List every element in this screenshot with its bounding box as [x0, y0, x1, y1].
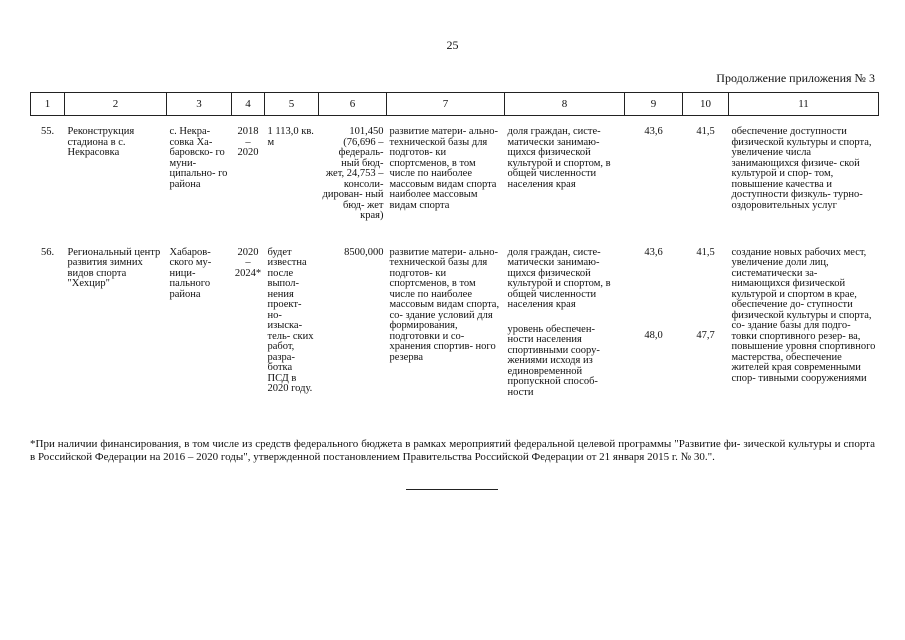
- column-header: 11: [729, 93, 879, 116]
- column-header: 6: [319, 93, 387, 116]
- location: с. Некра- совка Ха- баровско- го муни- ципально- го района: [169, 126, 228, 190]
- expected-result: создание новых рабочих мест, увеличение доли лиц, систематически за- нимающихся физической культурой и спортом в крае, обеспечение до- ступности физической культуры и спорта, со- здание базы для подго- товки спортивного резер- ва, повышение уровня спортивного мастерства, обеспечение жителей края современными спор- тивными сооружениями: [731, 246, 876, 384]
- indicator-b: уровень обеспечен- ности населения спортивными соору- жениями исходя из единовременной пропускной способ- ности: [507, 323, 600, 398]
- indicator-value-a: 43,6 48,0: [644, 246, 663, 341]
- column-header: 5: [265, 93, 319, 116]
- appendix-table: [30, 92, 879, 398]
- indicator: доля граждан, систе- матически занимаю- щихся физической культурой и спортом, в общей численности населения края: [507, 126, 611, 190]
- appendix-continuation-label: Продолжение приложения № 3: [716, 71, 875, 85]
- indicator-value-a: 43,6: [644, 126, 663, 137]
- object-name: Реконструкция стадиона в с. Некрасовка: [67, 126, 135, 158]
- row-number: 55.: [40, 126, 55, 137]
- indicator-a: доля граждан, систе- матически занимаю- щихся физической культурой и спортом, в общей численности населения края: [507, 246, 611, 310]
- table-row: [31, 248, 879, 399]
- end-divider: [406, 489, 498, 490]
- period: 2020 – 2024*: [234, 246, 262, 279]
- table-header-row: [31, 93, 879, 116]
- column-header: 10: [683, 93, 729, 116]
- indicator-value-b: 41,5: [696, 126, 715, 137]
- table-row: [31, 116, 879, 248]
- funding: 8500,000: [344, 246, 384, 258]
- column-header: 9: [625, 93, 683, 116]
- column-header: 4: [232, 93, 265, 116]
- indicator-value-b: 41,5 47,7: [696, 246, 715, 341]
- purpose: развитие матери- ально-технической базы для подготов- ки спортсменов, в том числе по наиболее массовым видам спорта наиболее массовым видам спорта: [389, 126, 498, 211]
- column-header: 3: [167, 93, 232, 116]
- purpose: развитие матери- ально-технической базы для подготов- ки спортсменов, в том числе по наиболее массовым видам спорта, со- здание условий для формирования, подготовки и со- хранения спортив- ного резерва: [389, 246, 500, 363]
- column-header: 7: [387, 93, 505, 116]
- location: Хабаров- ского му- ници- пального района: [169, 246, 212, 300]
- indicator: [505, 248, 625, 399]
- funding: 101,450 (76,696 – федераль- ный бюд- жет, 24,753 – консоли- дирован- ный бюд- жет края): [322, 126, 384, 221]
- column-header: 1: [31, 93, 65, 116]
- expected-result: обеспечение доступности физической культуры и спорта, увеличение числа занимающихся физиче- ской культурой и спор- том, повышение качества и доступности физкуль- турно-оздоровительных услуг: [731, 126, 872, 211]
- column-header: 8: [505, 93, 625, 116]
- capacity: будет известна после выпол- нения проект- но- изыска- тель- ских работ, разра- ботка ПСД в 2020 году.: [267, 246, 314, 394]
- footnote: *При наличии финансирования, в том числе из средств федерального бюджета в рамках мероприятий федеральной целевой программы "Развитие фи- зической культуры и спорта в Российской Федерации на 2016 – 2020 годы", утвержденной постановлением Правительства Российской Федерации от 21 января 2015 г. № 30.".: [30, 438, 875, 463]
- period: 2018 – 2020: [237, 126, 259, 158]
- capacity: 1 113,0 кв. м: [267, 126, 314, 148]
- page-number: 25: [446, 38, 459, 52]
- object-name: Региональный центр развития зимних видов спорта "Хехцир": [67, 246, 161, 289]
- column-header: 2: [65, 93, 167, 116]
- row-number: 56.: [40, 246, 55, 258]
